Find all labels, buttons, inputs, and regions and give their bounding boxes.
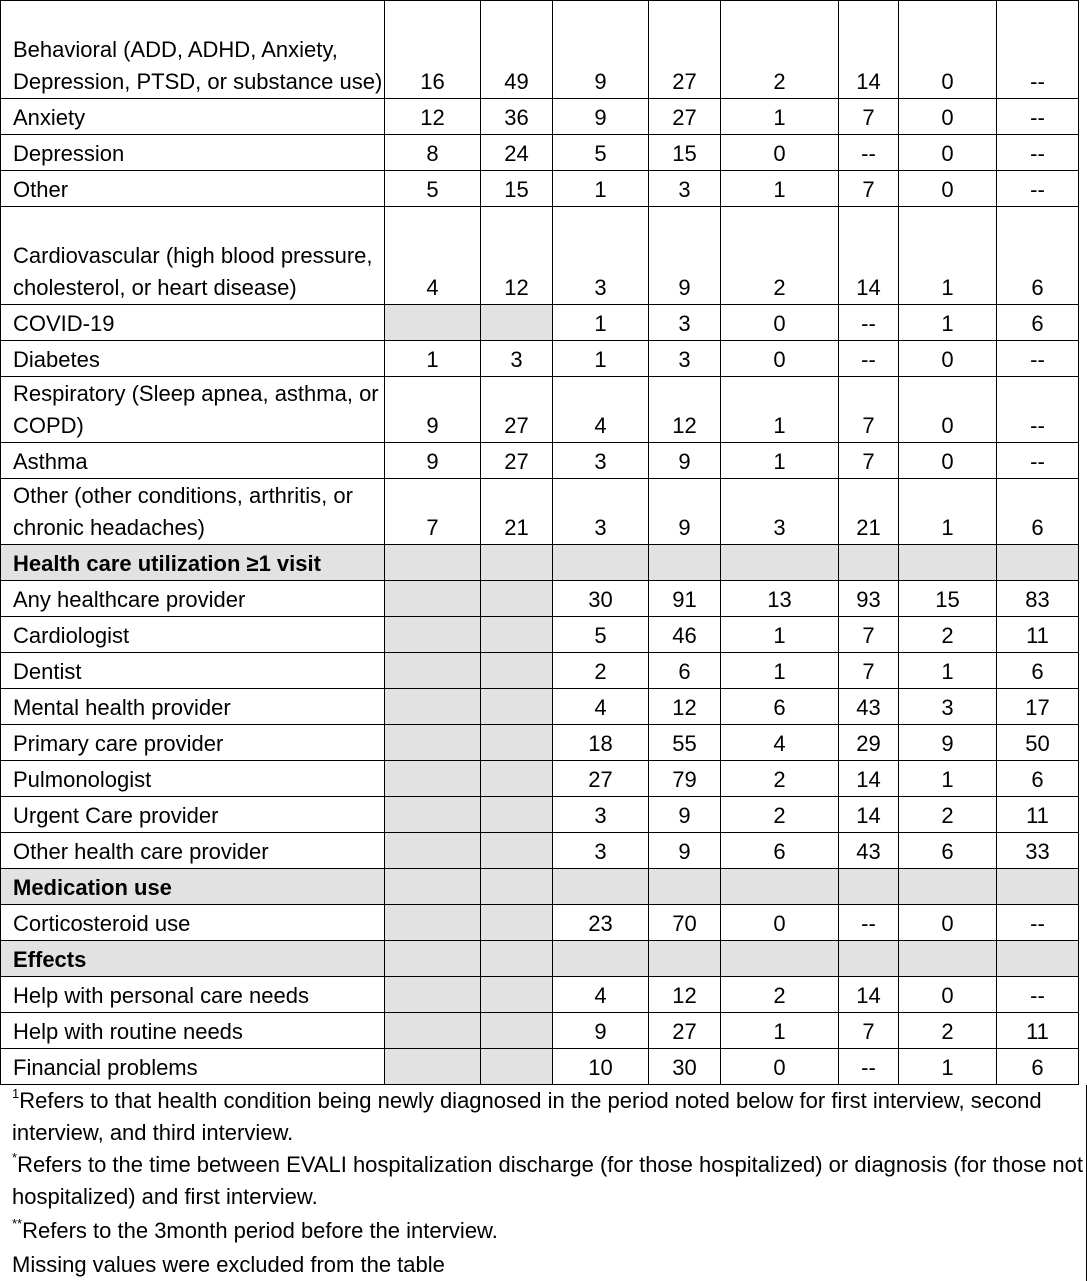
table-row: [1, 1013, 1079, 1049]
value-cell: 12: [649, 977, 721, 1013]
value-cell: 50: [997, 725, 1079, 761]
value-cell: 7: [839, 99, 899, 135]
value-cell: 5: [385, 171, 481, 207]
value-cell: 5: [553, 617, 649, 653]
value-cell: 36: [481, 99, 553, 135]
value-cell: 3: [553, 797, 649, 833]
table-row: [1, 761, 1079, 797]
table-row: [1, 207, 1079, 305]
value-cell: 6: [997, 761, 1079, 797]
value-cell: 9: [649, 797, 721, 833]
value-cell: --: [997, 1, 1079, 99]
value-cell: --: [997, 443, 1079, 479]
table-row: [1, 443, 1079, 479]
value-cell: 27: [649, 1, 721, 99]
table-row: [1, 135, 1079, 171]
value-cell: 43: [839, 833, 899, 869]
table-row: [1, 305, 1079, 341]
value-cell: --: [997, 171, 1079, 207]
value-cell: 27: [553, 761, 649, 797]
value-cell: 7: [839, 377, 899, 443]
value-cell: 27: [481, 377, 553, 443]
value-cell: 18: [553, 725, 649, 761]
value-cell: 2: [721, 207, 839, 305]
row-label: Help with routine needs: [1, 1013, 385, 1049]
value-cell: 1: [721, 443, 839, 479]
row-label: Any healthcare provider: [1, 581, 385, 617]
empty-cell: [481, 797, 553, 833]
footnote-1-text: Refers to that health condition being newly diagnosed in the period noted below for first interview, second interview, and third interview.: [12, 1088, 1042, 1145]
footnote-2: [12, 1149, 1086, 1213]
value-cell: 7: [385, 479, 481, 545]
value-cell: 9: [899, 725, 997, 761]
empty-cell: [481, 977, 553, 1013]
table-row: [1, 377, 1079, 443]
table-row: [1, 689, 1079, 725]
value-cell: 15: [649, 135, 721, 171]
value-cell: 3: [481, 341, 553, 377]
row-label: Help with personal care needs: [1, 977, 385, 1013]
table-row: [1, 99, 1079, 135]
value-cell: 3: [649, 305, 721, 341]
value-cell: --: [997, 99, 1079, 135]
table-row: [1, 797, 1079, 833]
value-cell: 9: [649, 833, 721, 869]
table-row: [1, 581, 1079, 617]
value-cell: 91: [649, 581, 721, 617]
footnote-4-text: Missing values were excluded from the table: [12, 1252, 445, 1277]
value-cell: 43: [839, 689, 899, 725]
footnote-3-text: Refers to the 3month period before the interview.: [22, 1218, 498, 1243]
value-cell: 6: [721, 689, 839, 725]
value-cell: 6: [997, 305, 1079, 341]
value-cell: --: [997, 977, 1079, 1013]
value-cell: --: [839, 305, 899, 341]
table-row: [1, 171, 1079, 207]
value-cell: 14: [839, 1, 899, 99]
footnotes: [0, 1085, 1087, 1281]
value-cell: 0: [721, 1049, 839, 1085]
value-cell: 14: [839, 977, 899, 1013]
section-blank-cell: [899, 869, 997, 905]
empty-cell: [385, 797, 481, 833]
value-cell: 0: [899, 1, 997, 99]
value-cell: 2: [899, 617, 997, 653]
empty-cell: [385, 905, 481, 941]
section-blank-cell: [385, 869, 481, 905]
value-cell: 9: [649, 479, 721, 545]
section-blank-cell: [553, 869, 649, 905]
value-cell: 30: [553, 581, 649, 617]
value-cell: 6: [899, 833, 997, 869]
value-cell: 3: [721, 479, 839, 545]
empty-cell: [385, 689, 481, 725]
value-cell: 0: [721, 905, 839, 941]
value-cell: 5: [553, 135, 649, 171]
value-cell: 0: [899, 977, 997, 1013]
value-cell: 23: [553, 905, 649, 941]
value-cell: 83: [997, 581, 1079, 617]
section-blank-cell: [481, 545, 553, 581]
value-cell: 2: [899, 1013, 997, 1049]
value-cell: 3: [553, 207, 649, 305]
value-cell: --: [997, 377, 1079, 443]
value-cell: 27: [481, 443, 553, 479]
empty-cell: [385, 761, 481, 797]
section-blank-cell: [385, 941, 481, 977]
footnote-1-mark: 1: [12, 1086, 20, 1101]
value-cell: --: [839, 135, 899, 171]
value-cell: 0: [721, 305, 839, 341]
empty-cell: [481, 617, 553, 653]
empty-cell: [481, 581, 553, 617]
value-cell: 3: [553, 833, 649, 869]
value-cell: 13: [721, 581, 839, 617]
row-label: Urgent Care provider: [1, 797, 385, 833]
section-blank-cell: [721, 869, 839, 905]
value-cell: 2: [721, 977, 839, 1013]
row-label: Anxiety: [1, 99, 385, 135]
section-header-row: [1, 545, 1079, 581]
value-cell: 7: [839, 171, 899, 207]
value-cell: 1: [721, 99, 839, 135]
value-cell: 1: [721, 377, 839, 443]
row-label: Cardiologist: [1, 617, 385, 653]
section-blank-cell: [553, 545, 649, 581]
value-cell: 6: [649, 653, 721, 689]
table-row: [1, 617, 1079, 653]
value-cell: 1: [899, 653, 997, 689]
table-row: [1, 905, 1079, 941]
table-body: [1, 1, 1079, 1085]
row-label: COVID-19: [1, 305, 385, 341]
empty-cell: [385, 617, 481, 653]
section-blank-cell: [839, 941, 899, 977]
value-cell: 29: [839, 725, 899, 761]
empty-cell: [385, 1049, 481, 1085]
footnote-3-mark: **: [12, 1216, 23, 1231]
footnote-4: [12, 1249, 1086, 1281]
section-blank-cell: [839, 545, 899, 581]
value-cell: 0: [899, 171, 997, 207]
value-cell: 6: [997, 479, 1079, 545]
section-blank-cell: [385, 545, 481, 581]
value-cell: 79: [649, 761, 721, 797]
value-cell: 21: [839, 479, 899, 545]
section-blank-cell: [899, 545, 997, 581]
empty-cell: [385, 725, 481, 761]
value-cell: 0: [899, 341, 997, 377]
empty-cell: [481, 1013, 553, 1049]
value-cell: 46: [649, 617, 721, 653]
value-cell: 2: [721, 761, 839, 797]
empty-cell: [481, 653, 553, 689]
section-blank-cell: [997, 545, 1079, 581]
value-cell: 16: [385, 1, 481, 99]
section-header-row: [1, 941, 1079, 977]
table-row: [1, 977, 1079, 1013]
value-cell: 55: [649, 725, 721, 761]
table-row: [1, 653, 1079, 689]
value-cell: 1: [721, 171, 839, 207]
value-cell: --: [997, 905, 1079, 941]
value-cell: 7: [839, 1013, 899, 1049]
value-cell: 11: [997, 617, 1079, 653]
footnote-2-mark: *: [12, 1150, 18, 1165]
value-cell: --: [839, 905, 899, 941]
value-cell: 6: [997, 1049, 1079, 1085]
row-label: Financial problems: [1, 1049, 385, 1085]
empty-cell: [481, 833, 553, 869]
row-label: Other: [1, 171, 385, 207]
section-blank-cell: [649, 545, 721, 581]
value-cell: 3: [649, 341, 721, 377]
value-cell: 27: [649, 99, 721, 135]
value-cell: 10: [553, 1049, 649, 1085]
value-cell: 0: [899, 905, 997, 941]
empty-cell: [481, 725, 553, 761]
value-cell: 15: [481, 171, 553, 207]
section-blank-cell: [997, 869, 1079, 905]
value-cell: --: [997, 341, 1079, 377]
section-blank-cell: [997, 941, 1079, 977]
value-cell: 4: [385, 207, 481, 305]
empty-cell: [385, 653, 481, 689]
footnote-1: [12, 1085, 1086, 1149]
section-label: Effects: [1, 941, 385, 977]
value-cell: 1: [899, 1049, 997, 1085]
value-cell: 70: [649, 905, 721, 941]
row-label: Other (other conditions, arthritis, or chronic headaches): [1, 479, 385, 545]
empty-cell: [481, 905, 553, 941]
value-cell: 17: [997, 689, 1079, 725]
value-cell: 0: [899, 135, 997, 171]
empty-cell: [481, 305, 553, 341]
value-cell: 2: [553, 653, 649, 689]
value-cell: 3: [553, 479, 649, 545]
section-blank-cell: [839, 869, 899, 905]
section-blank-cell: [899, 941, 997, 977]
value-cell: 7: [839, 617, 899, 653]
value-cell: 0: [899, 377, 997, 443]
value-cell: 4: [553, 689, 649, 725]
value-cell: 4: [721, 725, 839, 761]
value-cell: 1: [721, 653, 839, 689]
value-cell: 7: [839, 443, 899, 479]
row-label: Corticosteroid use: [1, 905, 385, 941]
value-cell: 15: [899, 581, 997, 617]
value-cell: 1: [385, 341, 481, 377]
value-cell: 3: [553, 443, 649, 479]
value-cell: 9: [649, 443, 721, 479]
table-row: [1, 479, 1079, 545]
value-cell: 9: [553, 1013, 649, 1049]
value-cell: 9: [385, 443, 481, 479]
value-cell: 30: [649, 1049, 721, 1085]
value-cell: 12: [481, 207, 553, 305]
value-cell: 1: [899, 479, 997, 545]
value-cell: 11: [997, 797, 1079, 833]
value-cell: 6: [997, 207, 1079, 305]
value-cell: 14: [839, 207, 899, 305]
empty-cell: [481, 1049, 553, 1085]
value-cell: 1: [553, 305, 649, 341]
row-label: Dentist: [1, 653, 385, 689]
section-label: Medication use: [1, 869, 385, 905]
value-cell: 0: [899, 99, 997, 135]
empty-cell: [385, 305, 481, 341]
table-row: [1, 725, 1079, 761]
section-blank-cell: [481, 869, 553, 905]
value-cell: 14: [839, 761, 899, 797]
value-cell: --: [839, 1049, 899, 1085]
row-label: Other health care provider: [1, 833, 385, 869]
value-cell: 49: [481, 1, 553, 99]
value-cell: 9: [553, 1, 649, 99]
empty-cell: [385, 1013, 481, 1049]
table-row: [1, 833, 1079, 869]
empty-cell: [385, 977, 481, 1013]
value-cell: 1: [553, 171, 649, 207]
value-cell: 27: [649, 1013, 721, 1049]
value-cell: 3: [649, 171, 721, 207]
section-blank-cell: [649, 869, 721, 905]
value-cell: 7: [839, 653, 899, 689]
table-row: [1, 1049, 1079, 1085]
row-label: Mental health provider: [1, 689, 385, 725]
value-cell: 12: [385, 99, 481, 135]
section-header-row: [1, 869, 1079, 905]
row-label: Asthma: [1, 443, 385, 479]
value-cell: 2: [899, 797, 997, 833]
section-blank-cell: [721, 941, 839, 977]
table-row: [1, 1, 1079, 99]
value-cell: 24: [481, 135, 553, 171]
value-cell: 1: [899, 761, 997, 797]
footnote-2-text: Refers to the time between EVALI hospitalization discharge (for those hospitalized) or diagnosis (for those not hospitalized) and first interview.: [12, 1152, 1084, 1209]
value-cell: 14: [839, 797, 899, 833]
value-cell: --: [997, 135, 1079, 171]
row-label: Diabetes: [1, 341, 385, 377]
value-cell: 6: [721, 833, 839, 869]
value-cell: 3: [899, 689, 997, 725]
value-cell: 12: [649, 689, 721, 725]
value-cell: 0: [899, 443, 997, 479]
row-label: Cardiovascular (high blood pressure, cholesterol, or heart disease): [1, 207, 385, 305]
section-blank-cell: [553, 941, 649, 977]
section-blank-cell: [721, 545, 839, 581]
value-cell: 1: [721, 617, 839, 653]
value-cell: 6: [997, 653, 1079, 689]
row-label: Respiratory (Sleep apnea, asthma, or COPD): [1, 377, 385, 443]
empty-cell: [481, 689, 553, 725]
value-cell: 9: [553, 99, 649, 135]
value-cell: 1: [899, 207, 997, 305]
value-cell: 9: [385, 377, 481, 443]
value-cell: 4: [553, 977, 649, 1013]
table-row: [1, 341, 1079, 377]
value-cell: 8: [385, 135, 481, 171]
value-cell: 93: [839, 581, 899, 617]
row-label: Primary care provider: [1, 725, 385, 761]
row-label: Pulmonologist: [1, 761, 385, 797]
empty-cell: [481, 761, 553, 797]
value-cell: 2: [721, 1, 839, 99]
value-cell: 21: [481, 479, 553, 545]
value-cell: 1: [899, 305, 997, 341]
value-cell: 1: [721, 1013, 839, 1049]
value-cell: 33: [997, 833, 1079, 869]
empty-cell: [385, 581, 481, 617]
value-cell: 0: [721, 341, 839, 377]
value-cell: 9: [649, 207, 721, 305]
value-cell: 1: [553, 341, 649, 377]
value-cell: 12: [649, 377, 721, 443]
value-cell: --: [839, 341, 899, 377]
empty-cell: [385, 833, 481, 869]
footnote-3: [12, 1215, 1086, 1247]
row-label: Behavioral (ADD, ADHD, Anxiety, Depression, PTSD, or substance use): [1, 1, 385, 99]
value-cell: 0: [721, 135, 839, 171]
value-cell: 11: [997, 1013, 1079, 1049]
section-blank-cell: [481, 941, 553, 977]
value-cell: 2: [721, 797, 839, 833]
value-cell: 4: [553, 377, 649, 443]
section-blank-cell: [649, 941, 721, 977]
section-label: Health care utilization ≥1 visit: [1, 545, 385, 581]
row-label: Depression: [1, 135, 385, 171]
